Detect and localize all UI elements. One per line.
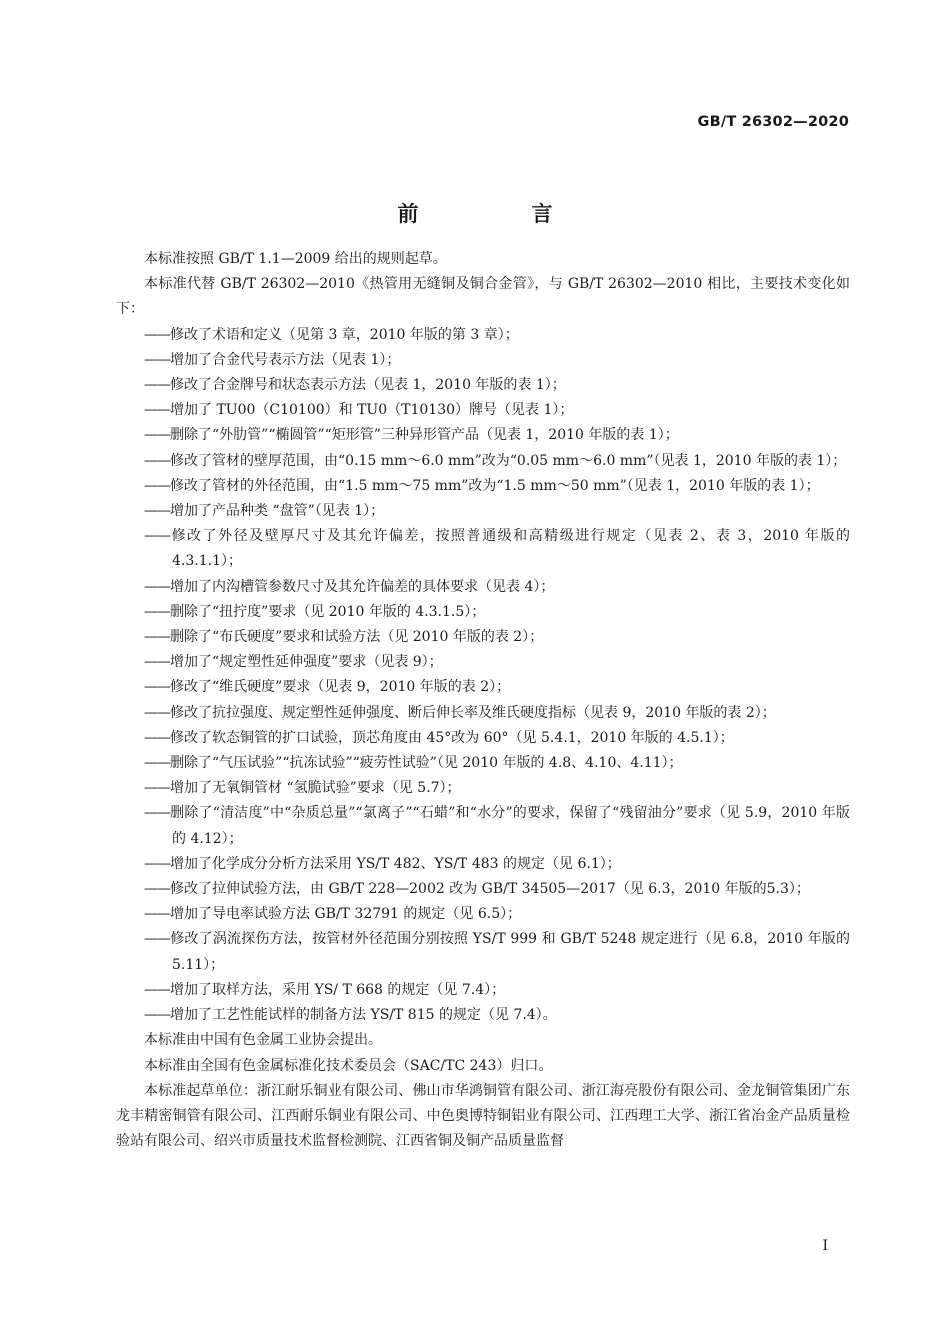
change-item: —— 修改了外径及壁厚尺寸及其允许偏差，按照普通级和高精级进行规定（见表 2、表 3，2010 年版的 4.3.1.1）； xyxy=(116,524,850,574)
change-item: —— 删除了“气压试验”“抗冻试验”“疲劳性试验”（见 2010 年版的 4.8、4.10、4.11）； xyxy=(116,751,850,776)
change-item: —— 修改了管材的壁厚范围，由“0.15 mm～6.0 mm”改为“0.05 mm～6.0 mm”（见表 1，2010 年版的表 1）； xyxy=(116,449,850,474)
change-item: —— 修改了拉伸试验方法，由 GB/T 228—2002 改为 GB/T 34505—2017（见 6.3，2010 年版的5.3）； xyxy=(116,877,850,902)
closing-paragraph: 本标准由全国有色金属标准化技术委员会（SAC/TC 243）归口。 xyxy=(144,1057,553,1074)
change-item: —— 修改了涡流探伤方法，按管材外径范围分别按照 YS/T 999 和 GB/T 5248 规定进行（见 6.8，2010 年版的 5.11）； xyxy=(116,927,850,977)
changes-list xyxy=(116,323,850,1029)
intro-paragraph: 本标准代替 GB/T 26302—2010《热管用无缝铜及铜合金管》，与 GB/T 26302—2010 相比，主要技术变化如下： xyxy=(116,276,850,318)
change-item: —— 增加了化学成分分析方法采用 YS/T 482、YS/T 483 的规定（见 6.1）； xyxy=(116,852,850,877)
closing-paragraph: 本标准由中国有色金属工业协会提出。 xyxy=(144,1032,382,1049)
change-item: —— 修改了“维氏硬度”要求（见表 9，2010 年版的表 2）； xyxy=(116,675,850,700)
intro-paragraph: 本标准按照 GB/T 1.1—2009 给出的规则起草。 xyxy=(144,251,447,267)
change-item: —— 删除了“清洁度”中“杂质总量”“氯离子”“石蜡”和“水分”的要求，保留了“残留油分”要求（见 5.9，2010 年版的 4.12）； xyxy=(116,801,850,851)
closing-paragraph: 本标准起草单位：浙江耐乐铜业有限公司、佛山市华鸿铜管有限公司、浙江海亮股份有限公司、金龙铜管集团广东龙丰精密铜管有限公司、江西耐乐铜业有限公司、中色奥博特铜铝业有限公司、江西理工大学、浙江省冶金产品质量检验站有限公司、绍兴市质量技术监督检测院、江西省铜及铜产品质量监督 xyxy=(116,1082,850,1150)
standard-code: GB/T 26302—2020 xyxy=(697,114,849,130)
change-item: —— 增加了产品种类 “盘管”（见表 1）； xyxy=(116,499,850,524)
change-item: —— 增加了取样方法，采用 YS/ T 668 的规定（见 7.4）； xyxy=(116,978,850,1003)
page-title: 前 言 xyxy=(397,202,599,226)
change-item: —— 删除了“外肋管”“椭圆管”“矩形管”三种异形管产品（见表 1，2010 年版的表 1）； xyxy=(116,423,850,448)
change-item: —— 增加了导电率试验方法 GB/T 32791 的规定（见 6.5）； xyxy=(116,902,850,927)
change-item: —— 修改了抗拉强度、规定塑性延伸强度、断后伸长率及维氏硬度指标（见表 9，2010 年版的表 2）； xyxy=(116,701,850,726)
change-item: —— 增加了无氧铜管材 “氢脆试验”要求（见 5.7）； xyxy=(116,776,850,801)
change-item: —— 增加了 TU00（C10100）和 TU0（T10130）牌号（见表 1）； xyxy=(116,398,850,423)
change-item: —— 修改了术语和定义（见第 3 章，2010 年版的第 3 章）； xyxy=(116,323,850,348)
change-item: —— 修改了管材的外径范围，由“1.5 mm～75 mm”改为“1.5 mm～50 mm”（见表 1，2010 年版的表 1）； xyxy=(116,474,850,499)
change-item: —— 修改了软态铜管的扩口试验，顶芯角度由 45°改为 60°（见 5.4.1，2010 年版的 4.5.1）； xyxy=(116,726,850,751)
change-item: —— 增加了合金代号表示方法（见表 1）； xyxy=(116,348,850,373)
change-item: —— 增加了内沟槽管参数尺寸及其允许偏差的具体要求（见表 4）； xyxy=(116,575,850,600)
change-item: —— 增加了“规定塑性延伸强度”要求（见表 9）； xyxy=(116,650,850,675)
change-item: —— 删除了“扭拧度”要求（见 2010 年版的 4.3.1.5）； xyxy=(116,600,850,625)
document-body xyxy=(116,247,850,1154)
page-number: I xyxy=(822,1238,828,1254)
change-item: —— 删除了“布氏硬度”要求和试验方法（见 2010 年版的表 2）； xyxy=(116,625,850,650)
change-item: —— 修改了合金牌号和状态表示方法（见表 1，2010 年版的表 1）； xyxy=(116,373,850,398)
change-item: —— 增加了工艺性能试样的制备方法 YS/T 815 的规定（见 7.4）。 xyxy=(116,1003,850,1028)
